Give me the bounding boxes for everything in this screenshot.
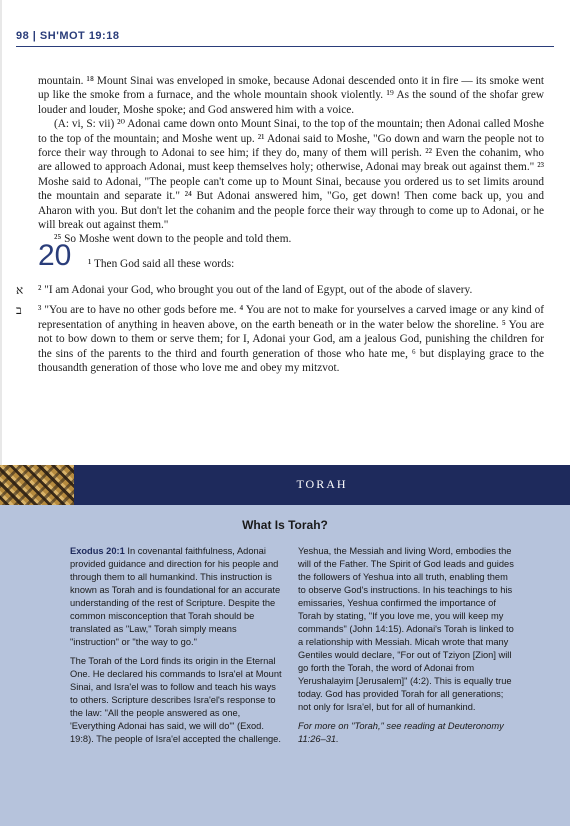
chapter-verse-1: ¹ Then God said all these words: (88, 257, 235, 270)
verse-block-aleph (16, 282, 544, 297)
hebrew-letter-bet: ב (16, 303, 22, 318)
decorative-pattern (0, 465, 74, 505)
verse-block-bet (16, 303, 544, 375)
banner-title: TORAH (296, 477, 348, 491)
banner-bar (74, 465, 570, 505)
sidebar-right-p1: Yeshua, the Messiah and living Word, embodies the will of the Father. The Spirit of God leads and guides the followers of Yeshua into all truth, enabling them to observe God's instructions. In his teachings to his emissaries, Yeshua confirmed the importance of Torah by stating, "If you love me, you will keep my commands" (John 14:15). Adonai's Torah is linked to a relationship with Messiah. Micah wrote that many Gentiles would declare, "For out of Tziyon [Zion] will go forth the Torah, the word of Adonai from Yerushalayim [Jerusalem]" (4:2). This is equally true today. God has provided Torah for all generations; not only for Isra'el, but for all of humankind. (298, 546, 514, 712)
verse-2: ² "I am Adonai your God, who brought you out of the land of Egypt, out of the abode of slavery. (38, 283, 473, 296)
verse-3: ³ "You are to have no other gods before me. ⁴ You are not to make for yourselves a carved image or any kind of representation of anything in heaven above, on the earth beneath or in the water below the shoreline. ⁵ You are not to bow down to them or serve them; for I, Adonai your God, am a jealous God, punishing the children for the sins of the parents to the third and fourth generation of those who hate me, ⁶ but displaying grace to the thousandth generation of those who love me and obey my mitzvot. (38, 304, 544, 374)
torah-sidebar (0, 505, 570, 826)
running-head: 98 | SH'MOT 19:18 (16, 30, 120, 42)
sidebar-cross-reference (298, 720, 516, 746)
scripture-text (16, 74, 544, 375)
paragraph-3: ²⁵ So Moshe went down to the people and told them. (54, 233, 292, 246)
page-header (0, 0, 570, 70)
sidebar-left-column (70, 545, 285, 752)
torah-banner (0, 465, 570, 505)
chapter-number: 20 (38, 238, 72, 272)
sidebar-right-column (298, 545, 516, 752)
header-rule (16, 46, 554, 47)
cross-reference-text: For more on "Torah," see reading at Deuteronomy 11:26–31. (298, 721, 504, 744)
paragraph-2: (A: vi, S: vii) ²⁰ Adonai came down onto Mount Sinai, to the top of the mountain; then Adonai called Moshe to the top of the mountain; and Moshe went up. ²¹ Adonai said to Moshe, "Go down and warn the people not to force their way through to Adonai to see him; if they do, many of them will perish. ²² Even the cohanim, who are allowed to approach Adonai, must keep themselves holy; otherwise, Adonai may break out against them." ²³ Moshe said to Adonai, "The people can't come up to Mount Sinai, because you ordered us to set limits around the mountain and separate it." ²⁴ But Adonai answered him, "Go, get down! Then come back up, you and Aharon with you. But don't let the cohanim and the people force their way through to come up to Adonai, or he will break out against them." (38, 118, 544, 232)
scripture-reference: Exodus 20:1 (70, 546, 125, 556)
sidebar-title: What Is Torah? (242, 518, 328, 532)
sidebar-left-p1-text: In covenantal faithfulness, Adonai provided guidance and direction for his people and through them to all humankind. This instruction is known as Torah and is foundational for an accurate understanding of the rest of Scripture. Despite the common misconception that Torah should be translated as "Law," Torah simply means "instruction" or "the way to go." (70, 546, 281, 647)
sidebar-left-p1 (70, 545, 285, 649)
sidebar-left-p2: The Torah of the Lord finds its origin in the Eternal One. He declared his commands to Isra'el at Mount Sinai, and Isra'el was to follow and teach his ways to others. Scripture describes Isra'el's response to the law: "All the people answered as one, 'Everything Adonai has said, we will do'" (Exod. 19:8). The people of Isra'el accepted the challenge. (70, 656, 282, 744)
paragraph-1: mountain. ¹⁸ Mount Sinai was enveloped in smoke, because Adonai descended onto it in fire — its smoke went up like the smoke from a furnace, and the whole mountain shook violently. ¹⁹ As the sound of the shofar grew louder and louder, Moshe spoke; and God answered him with a voice. (38, 75, 544, 116)
hebrew-letter-aleph: א (16, 282, 24, 297)
